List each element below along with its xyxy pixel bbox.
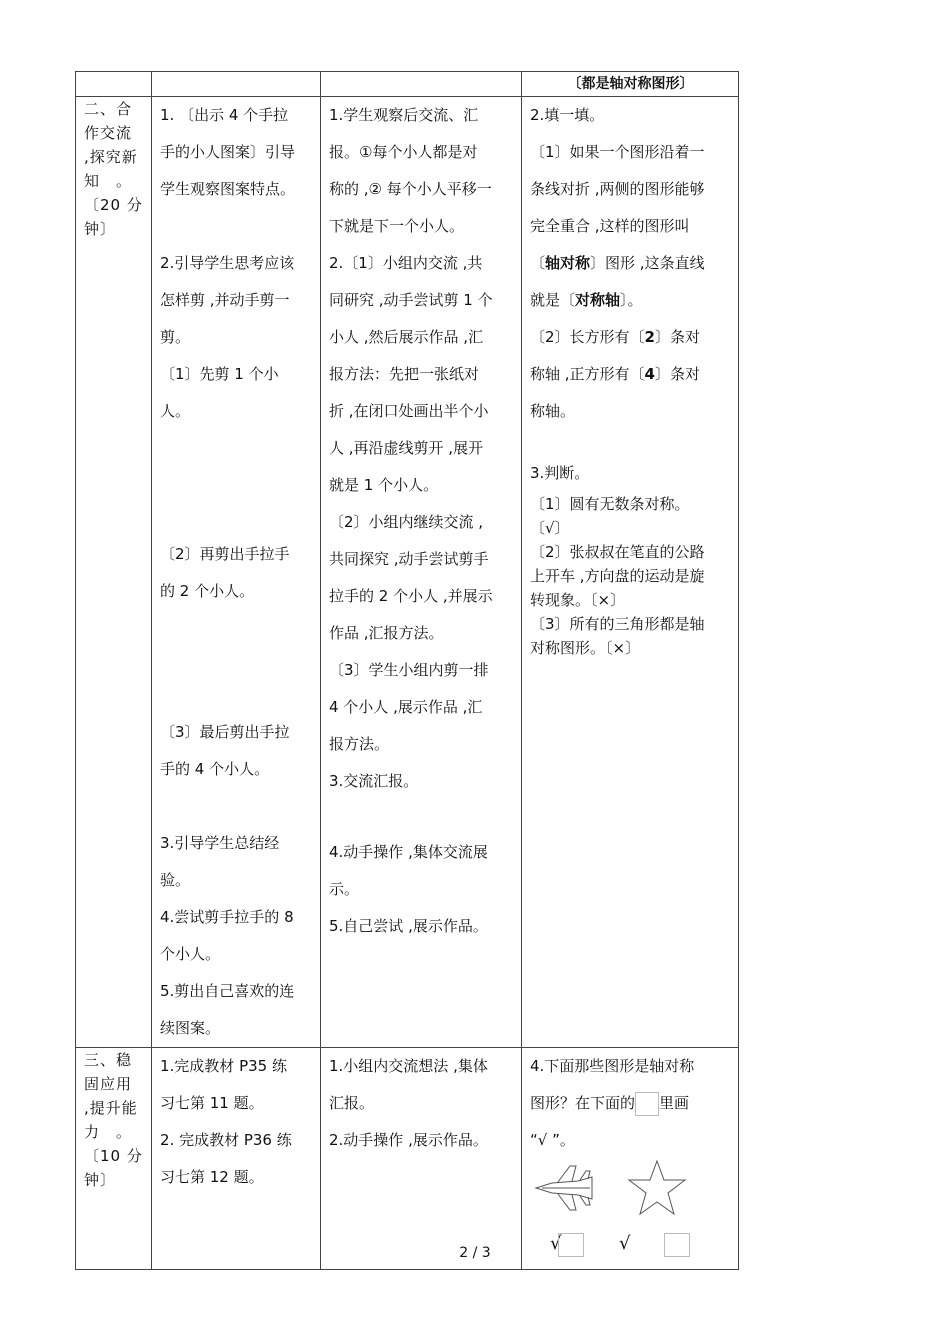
cell-empty	[152, 72, 321, 97]
student-activity-cell	[321, 97, 522, 1048]
answer-mark-jet: √	[550, 1233, 562, 1254]
cell-empty	[76, 72, 152, 97]
teacher-step-1: 1. 〔出示 4 个手拉 手的小人图案〕引导 学生观察图案特点。	[160, 106, 296, 198]
student-step-4: 4.动手操作 ,集体交流展 示。 5.自己尝试 ,展示作品。	[329, 843, 488, 935]
table-row-explore	[76, 97, 739, 1048]
stage-cell: 三、稳 固应用 ,提升能 力 。 〔10 分 钟〕	[76, 1048, 152, 1270]
student-step-1: 1.学生观察后交流、汇 报。①每个小人都是对 称的 ,② 每个小人平移一 下就是下一个小人。	[329, 106, 492, 235]
answer-mark-star: √	[619, 1233, 631, 1254]
exercise-fill-in: 2.填一填。 〔1〕如果一个图形沿着一 条线对折 ,两侧的图形能够 完全重合 ,这样的图形叫 〔轴对称〕图形 ,这条直线 就是〔对称轴〕。 〔2〕长方形有〔2〕条对 称轴 ,正方形有〔4〕条对 称轴。	[530, 106, 705, 420]
table-row-apply	[76, 1048, 739, 1270]
answer-box-icon	[635, 1092, 659, 1116]
teacher-step-3: 3.引导学生总结经 验。 4.尝试剪手拉手的 8 个小人。 5.剪出自己喜欢的连 续图案。	[160, 834, 295, 1037]
teacher-step-2: 2.引导学生思考应该 怎样剪 ,并动手剪一 剪。 〔1〕先剪 1 个小 人。	[160, 254, 295, 420]
page-number: 2 / 3	[459, 1245, 491, 1261]
teacher-activity-cell: 1.完成教材 P35 练 习七第 11 题。 2. 完成教材 P36 练 习七第 12 题。	[152, 1048, 321, 1270]
table-row-header	[76, 72, 739, 97]
cell-header-note: 〔都是轴对称图形〕	[522, 72, 739, 97]
student-activity-cell: 1.小组内交流想法 ,集体 汇报。 2.动手操作 ,展示作品。	[321, 1048, 522, 1270]
teacher-activity-cell	[152, 97, 321, 1048]
student-step-2: 2.〔1〕小组内交流 ,共 同研究 ,动手尝试剪 1 个 小人 ,然后展示作品 ,汇 报方法：先把一张纸对 折 ,在闭口处画出半个小 人 ,再沿虚线剪开 ,展开 就是 1 个小人。 〔2〕小组内继续交流 , 共同探究 ,动手尝试剪手 拉手的 2 个小人 ,并展示 作品 ,汇报方法。 〔3〕学生小组内剪一排 4 个小人 ,展示作品 ,汇 报方法。 3.交流汇报。	[329, 254, 493, 790]
exercise-judge-title: 3.判断。	[530, 464, 590, 482]
lesson-plan-table	[75, 71, 739, 1270]
stage-cell: 二、合 作交流 ,探究新 知 。 〔20 分 钟〕	[76, 97, 152, 1048]
exercise-cell: 4.下面那些图形是轴对称 图形？在下面的 里画 “√ ”。 √ √	[522, 1048, 739, 1270]
cell-empty	[321, 72, 522, 97]
teacher-step-2b: 〔2〕再剪出手拉手 的 2 个小人。	[160, 545, 290, 600]
exercise-judge: 〔1〕圆有无数条对称。 〔√〕 〔2〕张叔叔在笔直的公路 上开车 ,方向盘的运动是旋 转现象。〔×〕 〔3〕所有的三角形都是轴 对称图形。〔×〕	[530, 495, 705, 657]
star-icon	[626, 1159, 688, 1217]
fighter-jet-icon	[534, 1163, 594, 1213]
exercise-cell	[522, 97, 739, 1048]
teacher-step-2c: 〔3〕最后剪出手拉 手的 4 个小人。	[160, 723, 290, 778]
